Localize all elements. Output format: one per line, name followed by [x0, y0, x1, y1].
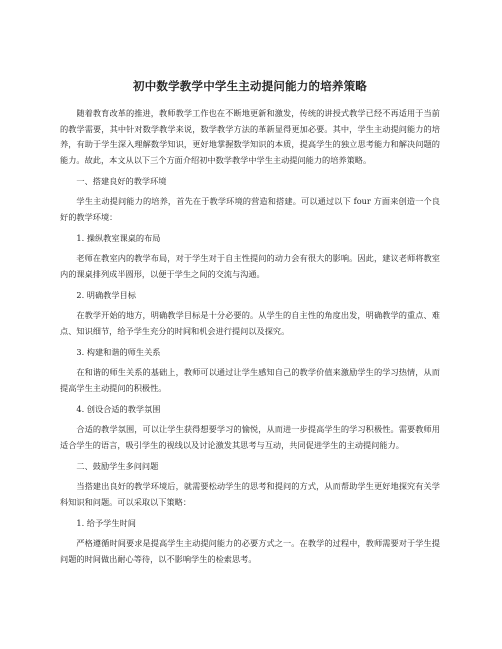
document-page [60, 78, 440, 573]
paragraph: 在教学开始的地方，明确教学目标是十分必要的。从学生的自主性的角度出发，明确教学的重点、难点、知识细节，给予学生充分的时间和机会进行提问以及探究。 [60, 310, 440, 336]
paragraph-intro: 随着教育改革的推进，教师教学工作也在不断地更新和激发，传统的讲授式教学已经不再适用于当前的教学需要，其中针对数学教学来说，数学教学方法的革新显得更加必要。其中，学生主动提问能力的培养，有助于学生深入理解数学知识，更好地掌握数学知识的本质，提高学生的独立思考能力和解决问题的能力。故此，本文从以下三个方面介绍初中数学教学中学生主动提问能力的培养策略。 [60, 108, 440, 165]
subheading-1-1: 1. 操纵教室课桌的布局 [76, 233, 161, 243]
document-title: 初中数学教学中学生主动提问能力的培养策略 [133, 79, 367, 93]
subheading-1-4: 4. 创设合适的教学氛围 [76, 404, 161, 414]
section-heading-2: 二、鼓励学生多问问题 [76, 461, 159, 471]
paragraph: 在和谐的师生关系的基础上，教师可以通过让学生感知自己的教学价值来激励学生的学习热情，从而提高学生主动提问的积极性。 [60, 367, 440, 393]
paragraph: 合适的教学氛围，可以让学生获得想要学习的愉悦，从而进一步提高学生的学习积极性。需要教师用适合学生的语言，吸引学生的视线以及讨论激发其思考与互动，共同促进学生的主动提问能力。 [60, 424, 440, 450]
paragraph: 学生主动提问能力的培养，首先在于教学环境的营造和搭建。可以通过以下 four 方面来创造一个良好的教学环境： [60, 196, 440, 222]
section-heading-1: 一、搭建良好的教学环境 [76, 176, 167, 186]
paragraph: 老师在教室内的教学布局，对于学生对于自主性提问的动力会有很大的影响。因此，建议老师将教室内的课桌排列成半圆形，以便于学生之间的交流与沟通。 [60, 253, 440, 279]
subheading-1-2: 2. 明确教学目标 [76, 290, 136, 300]
paragraph: 当搭建出良好的教学环境后，就需要松动学生的思考和提问的方式，从而帮助学生更好地探究有关学科知识和问题。可以采取以下策略： [60, 481, 440, 507]
subheading-1-3: 3. 构建和谐的师生关系 [76, 347, 161, 357]
paragraph: 严格遵循时间要求是提高学生主动提问能力的必要方式之一。在教学的过程中，教师需要对于学生提问题的时间做出耐心等待，以不影响学生的检索思考。 [60, 538, 440, 564]
subheading-2-1: 1. 给予学生时间 [76, 518, 136, 528]
